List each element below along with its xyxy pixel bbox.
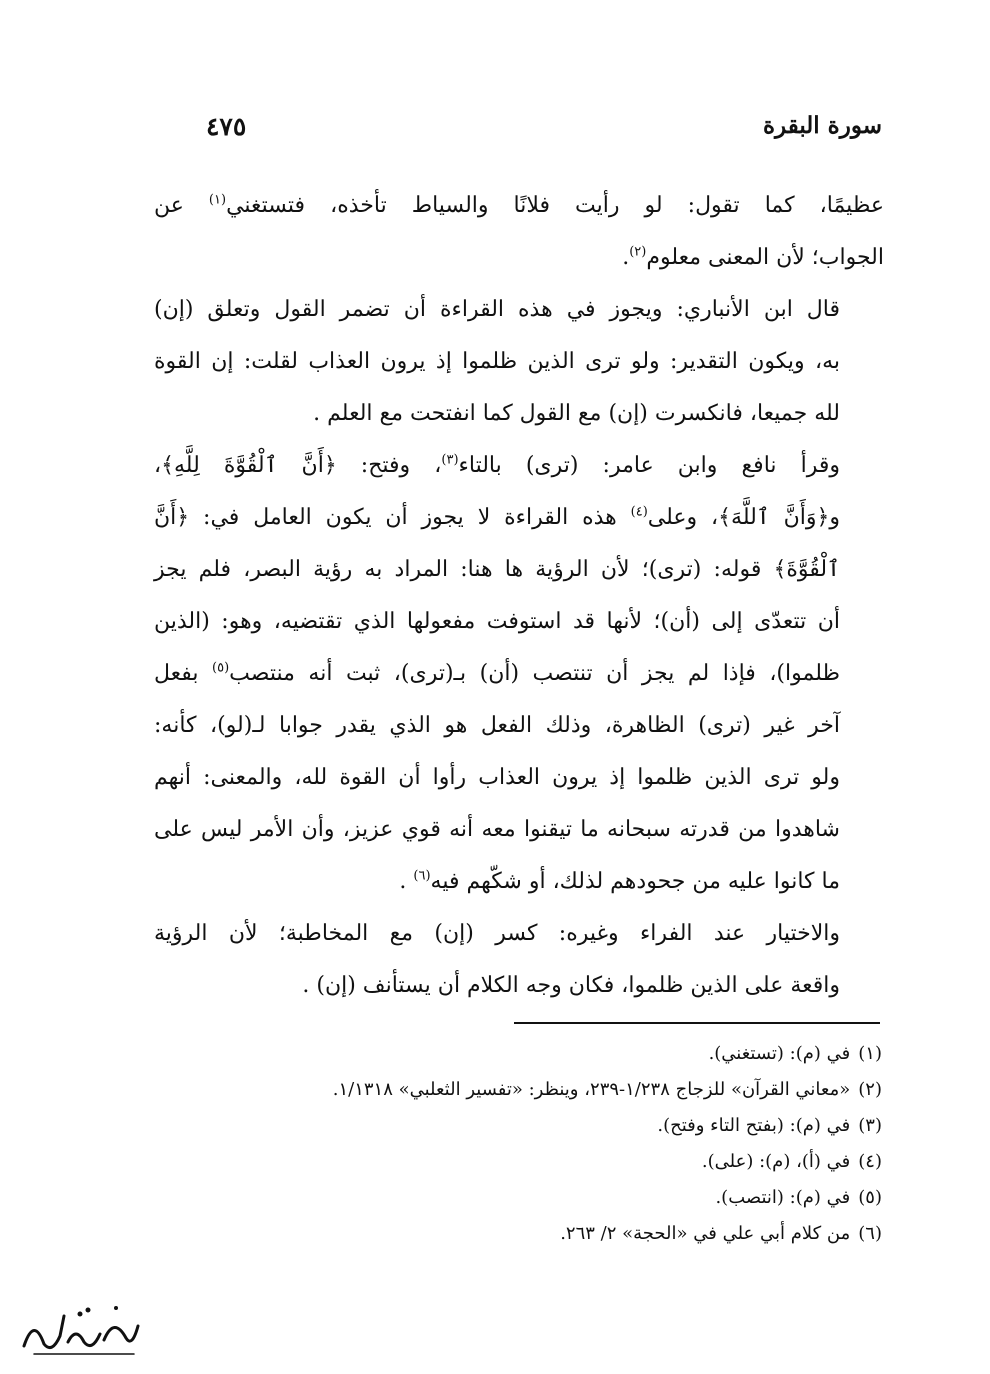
- text-segment: أن تتعدّى إلى (أن)؛ لأنها قد استوفت مفعولها الذي تقتضيه، وهو: (الذين: [154, 609, 840, 634]
- text-segment: عن: [154, 193, 209, 218]
- paragraph: [154, 180, 884, 284]
- text-line: [154, 648, 884, 700]
- text-segment: قال ابن الأنباري: ويجوز في هذه القراءة أن تضمر القول وتعلق (إن): [154, 297, 840, 322]
- text-line: [154, 752, 884, 804]
- text-segment: آخر غير (ترى) الظاهرة، وذلك الفعل هو الذي يقدر جوابا لـ(لو)، كأنه:: [154, 713, 840, 738]
- text-line: [154, 440, 884, 492]
- text-line: [154, 492, 884, 544]
- text-segment: شاهدوا من قدرته سبحانه ما تيقنوا معه أنه قوي عزيز، وأن الأمر ليس على: [154, 817, 840, 842]
- text-segment: وقرأ نافع وابن عامر: (ترى) بالتاء: [458, 453, 841, 478]
- text-line: [154, 544, 884, 596]
- page-header: [158, 112, 882, 156]
- text-line: [154, 856, 884, 908]
- footnote-ref[interactable]: (٣): [441, 452, 459, 468]
- footnote-ref[interactable]: (٤): [630, 504, 648, 520]
- footnote-number: (٣): [858, 1115, 882, 1136]
- footnote-item: [154, 1144, 882, 1180]
- text-segment: ، وفتح: ﴿أَنَّ ٱلْقُوَّةَ لِلَّهِ﴾،: [154, 453, 442, 478]
- footnote-text: في (م): (بفتح التاء وفتح).: [657, 1115, 851, 1136]
- footnote-ref[interactable]: (٦): [413, 868, 431, 884]
- paragraph: [154, 908, 884, 1012]
- text-segment: هذه القراءة لا يجوز أن يكون العامل في: ﴿أَنَّ: [154, 505, 631, 530]
- text-segment: ما كانوا عليه من جحودهم لذلك، أو شكّهم فيه: [430, 869, 840, 894]
- text-segment: عظيمًا، كما تقول: لو رأيت فلانًا والسياط تأخذه، فتستغني: [226, 193, 884, 218]
- footnote-number: (٥): [858, 1187, 882, 1208]
- footnote-divider: [514, 1022, 880, 1024]
- text-segment: الجواب؛ لأن المعنى معلوم: [646, 245, 884, 270]
- page-number: ٤٧٥: [206, 112, 247, 141]
- footnote-ref[interactable]: (٢): [629, 244, 647, 260]
- text-segment: ٱلْقُوَّةَ﴾ قوله: (ترى)؛ لأن الرؤية ها هنا: المراد به رؤية البصر، فلم يجز: [154, 557, 840, 582]
- footnote-number: (٢): [858, 1079, 882, 1100]
- footnote-text: في (م): (انتصب).: [715, 1187, 851, 1208]
- surah-title: سورة البقرة: [762, 112, 882, 139]
- main-text: [154, 180, 884, 1012]
- text-line: [154, 700, 884, 752]
- text-segment: بفعل: [154, 661, 213, 686]
- text-segment: ظلموا)، فإذا لم يجز أن تنتصب (أن) بـ(ترى)، ثبت أنه منتصب: [229, 661, 840, 686]
- footnote-ref[interactable]: (٥): [212, 660, 230, 676]
- text-segment: .: [399, 869, 414, 894]
- footnote-number: (١): [858, 1043, 882, 1064]
- text-line: [154, 804, 884, 856]
- footnote-text: في (م): (تستغني).: [708, 1043, 851, 1064]
- text-line: [154, 388, 884, 440]
- paragraph: [154, 440, 884, 908]
- text-line: [154, 908, 884, 960]
- text-line: [154, 596, 884, 648]
- text-segment: به، ويكون التقدير: ولو ترى الذين ظلموا إذ يرون العذاب لقلت: إن القوة: [154, 349, 840, 374]
- text-line: [154, 232, 884, 284]
- footnote-item: [154, 1036, 882, 1072]
- paragraph: [154, 284, 884, 440]
- footnote-item: [154, 1108, 882, 1144]
- text-line: [154, 336, 884, 388]
- text-segment: ولو ترى الذين ظلموا إذ يرون العذاب رأوا أن القوة لله، والمعنى: أنهم: [154, 765, 840, 790]
- text-segment: لله جميعا، فانكسرت (إن) مع القول كما انفتحت مع العلم .: [313, 401, 840, 426]
- footnote-item: [154, 1216, 882, 1252]
- footnotes: [154, 1036, 882, 1252]
- text-line: [154, 284, 884, 336]
- footnote-text: في (أ)، (م): (على).: [701, 1151, 851, 1172]
- text-line: [154, 180, 884, 232]
- footnote-ref[interactable]: (١): [208, 192, 227, 208]
- footnote-item: [154, 1072, 882, 1108]
- text-segment: واقعة على الذين ظلموا، فكان وجه الكلام أن يستأنف (إن) .: [302, 973, 840, 998]
- text-segment: و﴿وَأَنَّ ٱللَّهَ﴾، وعلى: [647, 505, 840, 530]
- footnote-text: من كلام أبي علي في «الحجة» ٢/ ٢٦٣.: [560, 1223, 851, 1244]
- footnote-item: [154, 1180, 882, 1216]
- footnote-number: (٤): [858, 1151, 882, 1172]
- text-segment: .: [622, 245, 630, 270]
- footnote-text: «معاني القرآن» للزجاج ١/٢٣٨-٢٣٩، وينظر: «تفسير الثعلبي» ١/١٣١٨.: [332, 1079, 851, 1100]
- footnote-number: (٦): [858, 1223, 882, 1244]
- text-line: [154, 960, 884, 1012]
- text-segment: والاختيار عند الفراء وغيره: كسر (إن) مع المخاطبة؛ لأن الرؤية: [154, 921, 840, 946]
- calligraphy-logo-icon: [14, 1296, 144, 1360]
